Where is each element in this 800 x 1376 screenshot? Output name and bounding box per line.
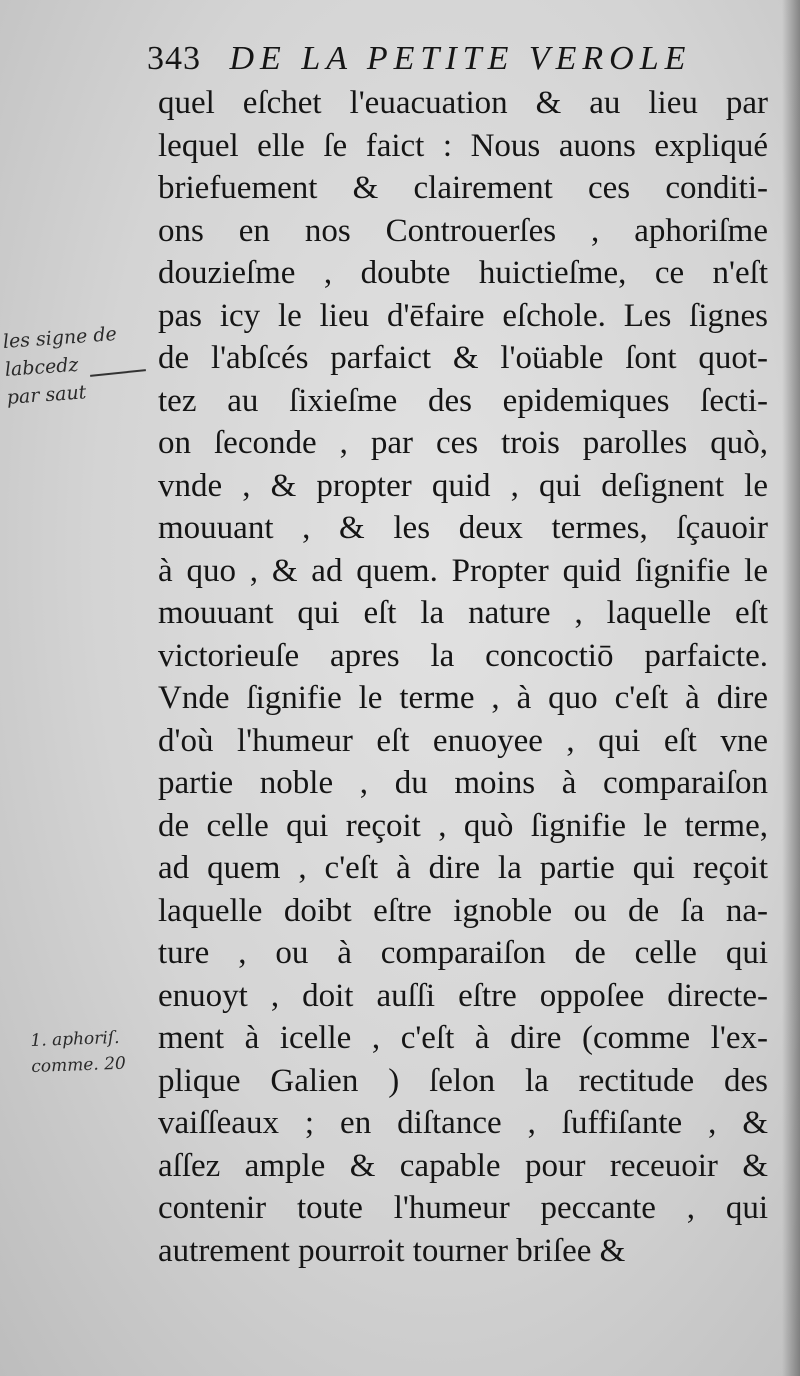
text-line: laquelle doibt eſtre ignoble ou de ſa na- [158, 892, 768, 929]
handwritten-margin-note [2, 320, 122, 412]
page-edge-shadow [782, 0, 800, 1376]
text-line: partie noble , du moins à comparaiſon [158, 765, 768, 801]
handwritten-note-line: labcedz [4, 353, 80, 381]
body-text [158, 82, 768, 1272]
running-title: DE LA PETITE VEROLE [229, 40, 692, 77]
text-line: enuoyt , doit auſſi eſtre oppoſee directe- [158, 977, 768, 1014]
text-line: à quo , & ad quem. Propter quid ſignifie le [158, 552, 768, 589]
text-line: ture , ou à comparaiſon de celle qui [158, 935, 768, 971]
text-line: vaiſſeaux ; en diſtance , ſuffiſante , & [158, 1105, 768, 1141]
page-number: 343 [147, 40, 201, 77]
text-line: plique Galien ) ſelon la rectitude des [158, 1062, 768, 1099]
text-line: autrement pourroit tourner briſee & [158, 1232, 626, 1269]
text-line: aſſez ample & capable pour receuoir & [158, 1147, 768, 1184]
text-line: vnde , & propter quid , qui deſignent le [158, 467, 768, 504]
text-line: ment à icelle , c'eſt à dire (comme l'ex- [158, 1020, 768, 1056]
printed-margin-note [30, 1025, 126, 1080]
text-line: lequel elle ſe faict : Nous auons expliqué [158, 127, 768, 164]
text-line: tez au ſixieſme des epidemiques ſecti- [158, 382, 768, 419]
text-line: d'où l'humeur eſt enuoyee , qui eſt vne [158, 722, 768, 759]
handwritten-note-line: par saut [6, 381, 88, 409]
text-line: pas icy le lieu d'ēfaire eſchole. Les ſignes [158, 297, 768, 334]
text-line: Vnde ſignifie le terme , à quo c'eſt à dire [158, 680, 768, 716]
text-line: ad quem , c'eſt à dire la partie qui reçoit [158, 850, 768, 886]
text-line: mouuant qui eſt la nature , laquelle eſt [158, 595, 768, 631]
text-line: ons en nos Controuerſes , aphoriſme [158, 212, 768, 249]
text-line: mouuant , & les deux termes, ſçauoir [158, 510, 768, 546]
text-line: quel eſchet l'euacuation & au lieu par [158, 85, 768, 121]
running-head [147, 40, 747, 86]
text-line: de celle qui reçoit , quò ſignifie le terme, [158, 807, 768, 844]
margin-note-line: 1. aphoriſ. [30, 1027, 120, 1051]
text-line: victorieuſe apres la concoctiō parfaicte. [158, 637, 768, 674]
margin-note-line: comme. 20 [31, 1053, 127, 1077]
text-line: briefuement & clairement ces conditi- [158, 170, 768, 206]
text-line: douzieſme , doubte huictieſme, ce n'eſt [158, 255, 768, 291]
text-line: de l'abſcés parfaict & l'oüable ſont quot- [158, 340, 768, 376]
text-line: on ſeconde , par ces trois parolles quò, [158, 425, 768, 461]
text-line: contenir toute l'humeur peccante , qui [158, 1190, 768, 1226]
handwritten-note-line: les signe de [2, 323, 118, 353]
